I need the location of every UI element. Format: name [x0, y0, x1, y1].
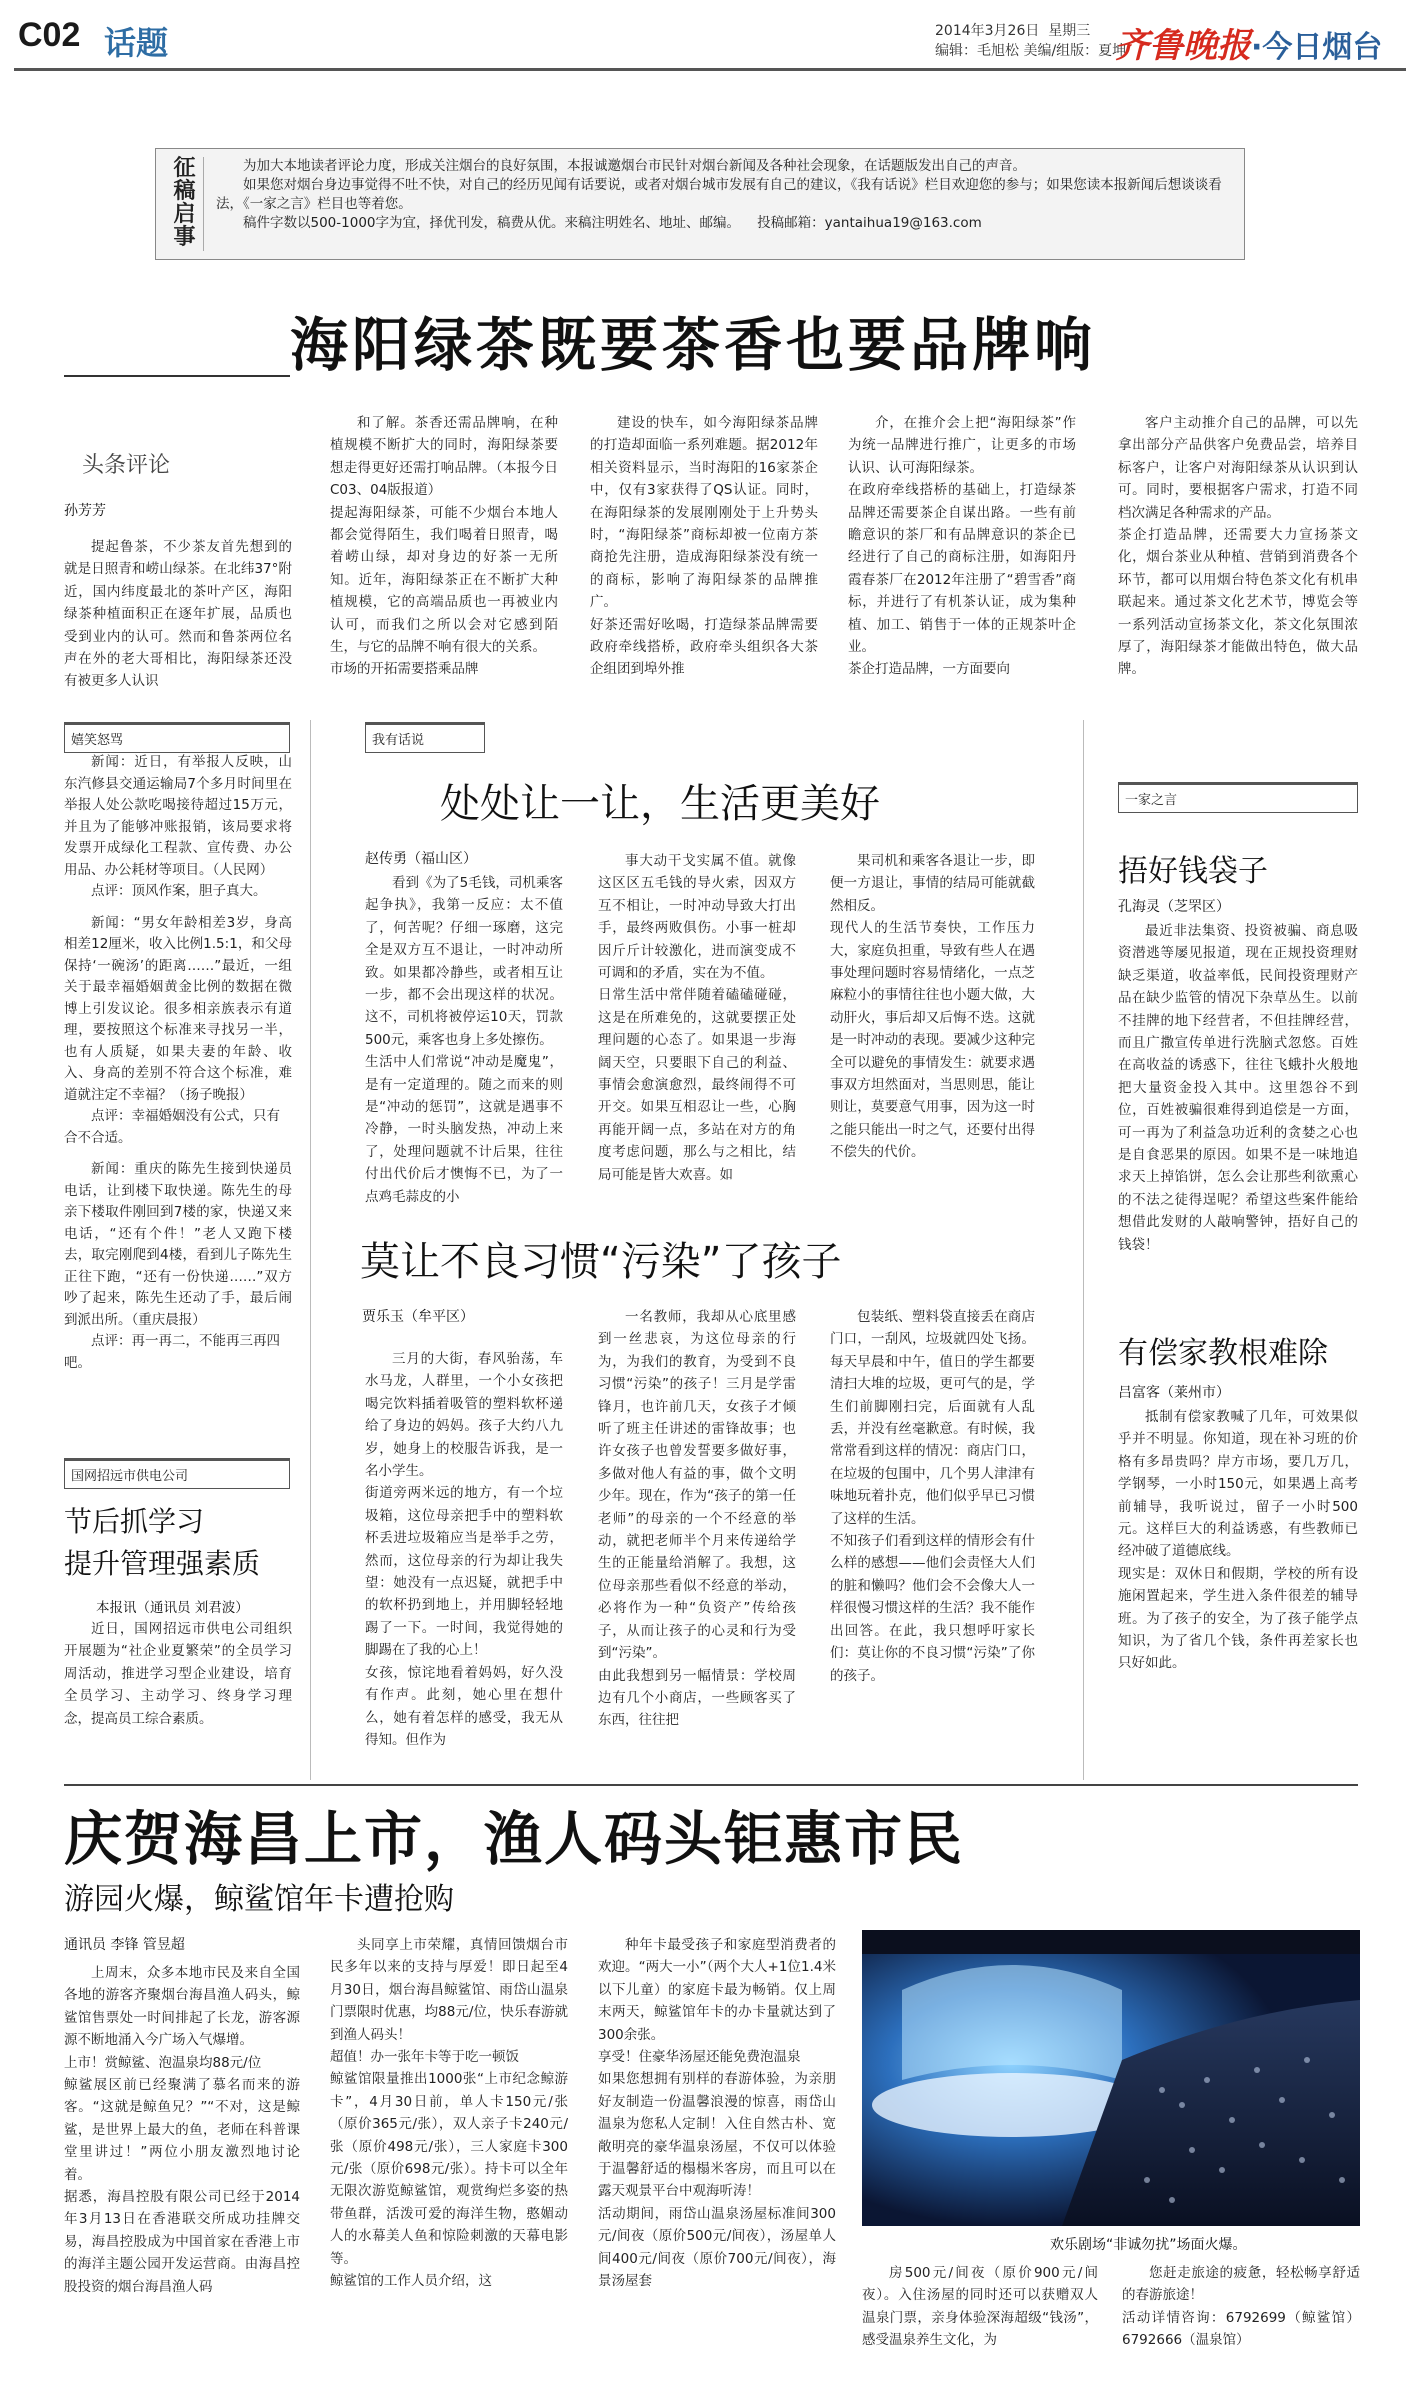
say-col-2: 事大动干戈实属不值。就像这区区五毛钱的导火索，因双方互不相让，一时冲动导致大打出手，最终两败俱伤。小事一桩却因斤斤计较激化，进而演变成不可调和的矛盾，实在为不值。 日常生活中常伴随着磕磕碰碰，这是在所难免的，这就要摆正处理问题的心态了。如果退一步海阔天空，只要眼下自己的利益、事情会愈演愈烈，最终闹得不可开交。如果互相忍让一些，心胸再能开阔一点，多站在对方的角度考虑问题，那么与之相比，结局可能是皆大欢喜。如: [598, 853, 796, 1183]
solicit-box: [155, 148, 1245, 260]
lead-label-rule: [64, 375, 290, 377]
editor-credits: 编辑：毛旭松 美编/组版：夏坤: [935, 43, 1127, 59]
smile-comment-2: 点评：幸福婚姻没有公式，只有合不合适。: [64, 1108, 280, 1146]
opinion-headline-1: 捂好钱袋子: [1118, 854, 1268, 889]
lead-col-2: 和了解。茶香还需品牌响，在种植规模不断扩大的同时，海阳绿茶要想走得更好还需打响品牌。（本报今日C03、04版报道） 提起海阳绿茶，可能不少烟台本地人都会觉得陌生，我们喝着日照青，喝着崂山绿，却对身边的好茶一无所知。近年，海阳绿茶正在不断扩大种植规模，它的高端品质也一再被业内认可，而我们之所以会对它感到陌生，与它的品牌不响有很大的关系。 市场的开拓需要搭乘品牌: [330, 415, 558, 678]
issue-date: 2014年3月26日 星期三: [935, 23, 1091, 39]
guowang-headline-2: 提升管理强素质: [64, 1547, 261, 1580]
habit-headline: 莫让不良习惯“污染”了孩子: [360, 1239, 842, 1285]
lead-col-3: 建设的快车，如今海阳绿茶品牌的打造却面临一系列难题。据2012年相关资料显示，当时海阳的16家茶企中，仅有3家获得了QS认证。同时，在海阳绿茶的发展刚刚处于上升势头时，“海阳绿茶”商标却被一位南方茶商抢先注册，造成海阳绿茶没有统一的商标，影响了海阳绿茶的品牌推广。 好茶还需好吆喝，打造绿茶品牌需要政府牵线搭桥，政府牵头组织各大茶企组团到埠外推: [590, 415, 818, 678]
header-rule: [14, 68, 1406, 71]
lead-headline: 海阳绿茶既要茶香也要品牌响: [290, 311, 1097, 379]
haichang-col-2: 头同享上市荣耀，真情回馈烟台市民多年以来的支持与厚爱！即日起至4月30日，烟台海昌鲸鲨馆、雨岱山温泉门票限时优惠，均88元/位，快乐春游就到渔人码头！ 超值！办一张年卡等于吃一顿饭 鲸鲨馆限量推出1000张“上市纪念鲸游卡”，4月30日前，单人卡150元/张（原价365元/张），双人亲子卡240元/张（原价498元/张），三人家庭卡300元/张（原价698元/张）。持卡可以全年无限次游览鲸鲨馆，观赏绚烂多姿的热带鱼群，活泼可爱的海洋生物，憨媚动人的水幕美人鱼和惊险刺激的天幕电影等。 鲸鲨馆的工作人员介绍，这: [330, 1937, 568, 2290]
solicit-label: 征稿启事: [166, 157, 204, 251]
say-col-3: 果司机和乘客各退让一步，即便一方退让，事情的结局可能就截然相反。 现代人的生活节奏快，工作压力大，家庭负担重，导致有些人在遇事处理问题时容易情绪化，一点芝麻粒小的事情往往也小题大做，大动肝火，事后却又后悔不迭。这就是一时冲动的表现。要减少这种完全可以避免的事情发生：就要求遇事双方坦然面对，当思则思，能让则让，莫要意气用事，因为这一时之能只能出一时之气，还要付出得不偿失的代价。: [830, 853, 1035, 1161]
haichang-subhead: 游园火爆，鲸鲨馆年卡遭抢购: [64, 1882, 454, 1917]
smile-comment-1: 点评：顶风作案，胆子真大。: [91, 883, 267, 899]
page-header: [0, 0, 1417, 72]
smile-comment-3: 点评：再一再二，不能再三再四吧。: [64, 1333, 280, 1371]
right-column-separator: [1083, 720, 1084, 1780]
opinion-author-2: 吕富客（莱州市）: [1118, 1385, 1230, 1401]
guowang-body: 近日，国网招远市供电公司组织开展题为“社企业夏繁荣”的全员学习周活动，推进学习型企业建设，培育全员学习、主动学习、终身学习理念，提高员工综合素质。: [64, 1621, 292, 1727]
left-column-separator: [310, 720, 311, 1780]
opinion-label: 一家之言: [1118, 782, 1358, 813]
haichang-byline: 通讯员 李锋 管昱超: [64, 1937, 185, 1953]
habit-author: 贾乐玉（牟平区）: [362, 1309, 474, 1325]
bottom-section-rule: [64, 1784, 1358, 1786]
lead-column-label: 头条评论: [82, 453, 171, 478]
haichang-col-4: 房500元/间夜（原价900元/间夜）。入住汤屋的同时还可以获赠双人温泉门票，亲身体验深海超级“钱汤”，感受温泉养生文化，为: [862, 2265, 1098, 2349]
aquarium-photo-illustration: [862, 1930, 1360, 2226]
photo-caption: 欢乐剧场“非诚勿扰”场面火爆。: [1050, 2237, 1247, 2253]
smile-news-3: 新闻：重庆的陈先生接到快递员电话，让到楼下取快递。陈先生的母亲下楼取件刚回到7楼的家，快递又来电话，“还有个件！”老人又跑下楼去，取完刚爬到4楼，看到儿子陈先生正往下跑，“还有一份快递……”双方吵了起来，陈先生还动了手，最后闹到派出所。（重庆晨报）: [64, 1161, 292, 1328]
smile-news-2: 新闻：“男女年龄相差3岁，身高相差12厘米，收入比例1.5:1，和父母保持‘一碗汤’的距离……”最近，一组关于最幸福婚姻黄金比例的数据在微博上引发议论。很多相亲族表示有道理，要按照这个标准来寻找另一半，也有人质疑，如果夫妻的年龄、收入、身高的差别不符合这个标准，难道就注定不幸福？（扬子晚报）: [64, 914, 292, 1103]
opinion-author-1: 孔海灵（芝罘区）: [1118, 899, 1230, 915]
opinion-body-1: 最近非法集资、投资被骗、商息吸资潜逃等屡见报道，现在正规投资理财缺乏渠道，收益率低，民间投资理财产品在缺少监管的情况下杂草丛生。以前不挂牌的地下经营者，不但挂牌经营，而且广撒宣传单进行洗脑式忽悠。百姓在高收益的诱惑下，往往飞蛾扑火般地把大量资金投入其中。这里怨谷不到位，百姓被骗很难得到追偿是一方面，可一再为了利益急功近利的贪婪之心也是自食恶果的原因。如果不是一味地追求天上掉馅饼，怎么会让那些利欲熏心的不法之徒得逞呢？希望这些案件能给想借此发财的人敲响警钟，捂好自己的钱袋！: [1118, 923, 1358, 1253]
guowang-headline-1: 节后抓学习: [64, 1505, 205, 1538]
smile-label: 嬉笑怒骂: [64, 722, 290, 753]
haichang-headline: 庆贺海昌上市，渔人码头钜惠市民: [64, 1805, 965, 1873]
guowang-label: 国网招远市供电公司: [64, 1458, 290, 1489]
brand-logo: 齐鲁晚报·今日烟台: [1115, 26, 1383, 66]
say-col-1: 看到《为了5毛钱，司机乘客起争执》，我第一反应：太不值了，何苦呢？仔细一琢磨，这完全是双方互不退让，一时冲动所致。如果都冷静些，或者相互让一步，都不会出现这样的状况。这不，司机将被停运10天，罚款500元，乘客也身上多处擦伤。 生活中人们常说“冲动是魔鬼”，是有一定道理的。随之而来的则是“冲动的惩罚”，这就是遇事不冷静，一时头脑发热，冲动上来了，处理问题就不计后果，往往付出代价后才懊悔不已，为了一点鸡毛蒜皮的小: [365, 875, 563, 1205]
opinion-body-2: 抵制有偿家教喊了几年，可效果似乎并不明显。你知道，现在补习班的价格有多昂贵吗？岸方市场，要几万几，学钢琴，一小时150元，如果遇上高考前辅导，我听说过，留子一小时500元。这样巨大的利益诱惑，有些教师已经冲破了道德底线。 现实是：双休日和假期，学校的所有设施闲置起来，学生进入条件很差的辅导班。为了孩子的安全，为了孩子能学点知识，为了省几个钱，条件再差家长也只好如此。: [1118, 1409, 1358, 1672]
say-author: 赵传勇（福山区）: [365, 851, 477, 867]
smile-news-1: 新闻：近日，有举报人反映，山东汽修县交通运输局7个多月时间里在举报人处公款吃喝接待超过15万元，并且为了能够冲账报销，该局要求将发票开成绿化工程款、宣传费、办公用品、办公耗材等项目。（人民网）: [64, 754, 292, 878]
aquarium-show-photo: [862, 1930, 1360, 2226]
haichang-col-1: 上周末，众多本地市民及来自全国各地的游客齐聚烟台海昌渔人码头，鲸鲨馆售票处一时间排起了长龙，游客源源不断地涌入今广场入气爆增。 上市！赏鲸鲨、泡温泉均88元/位 鲸鲨展区前已经聚满了慕名而来的游客。“这就是鲸鱼兄？”“不对，这是鲸鲨，是世界上最大的鱼，老师在科普课堂里讲过！”两位小朋友激烈地讨论着。 据悉，海昌控股有限公司已经于2014年3月13日在香港联交所成功挂牌交易，海昌控股成为中国首家在香港上市的海洋主题公园开发运营商。由海昌控股投资的烟台海昌渔人码: [64, 1965, 300, 2295]
habit-col-3: 包装纸、塑料袋直接丢在商店门口，一刮风，垃圾就四处飞扬。每天早晨和中午，值日的学生都要清扫大堆的垃圾，更可气的是，学生们前脚刚扫完，后面就有人乱丢，并没有丝毫歉意。有时候，我常常看到这样的情况：商店门口，在垃圾的包围中，几个男人津津有味地玩着扑克，他们似乎早已习惯了这样的生活。 不知孩子们看到这样的情形会有什么样的感想——他们会责怪大人们的脏和懒吗？他们会不会像大人一样很慢习惯这样的生活？我不能作出回答。在此，我只想呼吁家长们：莫让你的不良习惯“污染”了你的孩子。: [830, 1309, 1035, 1684]
say-label: 我有话说: [365, 722, 485, 753]
smile-section: [64, 752, 292, 1442]
habit-col-2: 一名教师，我却从心底里感到一丝悲哀，为这位母亲的行为，为我们的教育，为受到不良习惯“污染”的孩子！三月是学雷锋月，也许前几天，女孩子才倾听了班主任讲述的雷锋故事；也许女孩子也曾发誓要多做好事，多做对他人有益的事，做个文明少年。现在，作为“孩子的第一任老师”的母亲的一个不经意的举动，就把老师半个月来传递给学生的正能量给消解了。我想，这位母亲那些看似不经意的举动，必将作为一种“负资产”传给孩子，从而让孩子的心灵和行为受到“污染”。 由此我想到另一幅情景：学校周边有几个小商店，一些顾客买了东西，往往把: [598, 1309, 796, 1729]
say-headline: 处处让一让，生活更美好: [440, 781, 880, 827]
solicit-text: 为加大本地读者评论力度，形成关注烟台的良好氛围，本报诚邀烟台市民针对烟台新闻及各种社会现象，在话题版发出自己的声音。 如果您对烟台身边事觉得不吐不快，对自己的经历见闻有话要说，或者对烟台城市发展有自己的建议，《我有话说》栏目欢迎您的参与；如果您读本报新闻后想谈谈看法，《一家之言》栏目也等着您。 稿件字数以500-1000字为宜，择优刊发，稿费从优。来稿注明姓名、地址、邮编。 投稿邮箱：yantaihua19@163.com: [216, 158, 1222, 231]
guowang-byline: 本报讯（通讯员 刘君波）: [96, 1600, 249, 1616]
page-code: C02: [18, 16, 81, 54]
haichang-col-3: 种年卡最受孩子和家庭型消费者的欢迎。“两大一小”（两个大人+1位1.4米以下儿童）的家庭卡最为畅销。仅上周末两天，鲸鲨馆年卡的办卡量就达到了300余张。 享受！住豪华汤屋还能免费泡温泉 如果您想拥有别样的春游体验，为亲朋好友制造一份温馨浪漫的惊喜，雨岱山温泉为您私人定制！入住自然古朴、宽敞明亮的豪华温泉汤屋，不仅可以体验于温馨舒适的榻榻米客房，而且可以在露天观景平台中观海听涛！ 活动期间，雨岱山温泉汤屋标准间300元/间夜（原价500元/间夜），汤屋单人间400元/间夜（原价700元/间夜），海景汤屋套: [598, 1937, 836, 2290]
lead-author: 孙芳芳: [64, 503, 106, 519]
solicit-email: 投稿邮箱：yantaihua19@163.com: [757, 215, 982, 231]
habit-col-1: 三月的大街，春风骀荡，车水马龙，人群里，一个小女孩把喝完饮料插着吸管的塑料软杯递给了身边的妈妈。孩子大约八九岁，她身上的校服告诉我，是一名小学生。 街道旁两米远的地方，有一个垃圾箱，这位母亲把手中的塑料软杯丢进垃圾箱应当是举手之劳，然而，这位母亲的行为却让我失望：她没有一点迟疑，就把手中的软杯扔到地上，并用脚轻轻地踢了一下。一时间，我觉得她的脚踢在了我的心上！ 女孩，惊诧地看着妈妈，好久没有作声。此刻，她心里在想什么，她有着怎样的感受，我无从得知。但作为: [365, 1351, 563, 1748]
lead-col-5: 客户主动推介自己的品牌，可以先拿出部分产品供客户免费品尝，培养目标客户，让客户对海阳绿茶从认识到认可。同时，要根据客户需求，打造不同档次满足各种需求的产品。 茶企打造品牌，还需要大力宣扬茶文化，烟台茶业从种植、营销到消费各个环节，都可以用烟台特色茶文化有机串联起来。通过茶文化艺术节，博览会等一系列活动宣扬茶文化，茶文化氛围浓厚了，海阳绿茶才能做出特色，做大品牌。: [1118, 415, 1358, 678]
lead-col-1: 提起鲁茶，不少茶友首先想到的就是日照青和崂山绿茶。在北纬37°附近，国内纬度最北的茶叶产区，海阳绿茶种植面积正在逐年扩展，品质也受到业内的认可。然而和鲁茶两位名声在外的老大哥相比，海阳绿茶还没有被更多人认识: [64, 539, 292, 690]
section-title: 话题: [104, 24, 169, 62]
opinion-headline-2: 有偿家教根难除: [1118, 1336, 1328, 1371]
haichang-col-5: 您赶走旅途的疲惫，轻松畅享舒适的春游旅途！ 活动详情咨询：6792699（鲸鲨馆）6792666（温泉馆）: [1122, 2265, 1360, 2349]
lead-col-4: 介，在推介会上把“海阳绿茶”作为统一品牌进行推广，让更多的市场认识、认可海阳绿茶。 在政府牵线搭桥的基础上，打造绿茶品牌还需要茶企自谋出路。一些有前瞻意识的茶厂和有品牌意识的茶企已经进行了自己的商标注册，如海阳丹霞春茶厂在2012年注册了“碧雪香”商标，并进行了有机茶认证，成为集种植、加工、销售于一体的正规茶叶企业。 茶企打造品牌，一方面要向: [848, 415, 1076, 678]
